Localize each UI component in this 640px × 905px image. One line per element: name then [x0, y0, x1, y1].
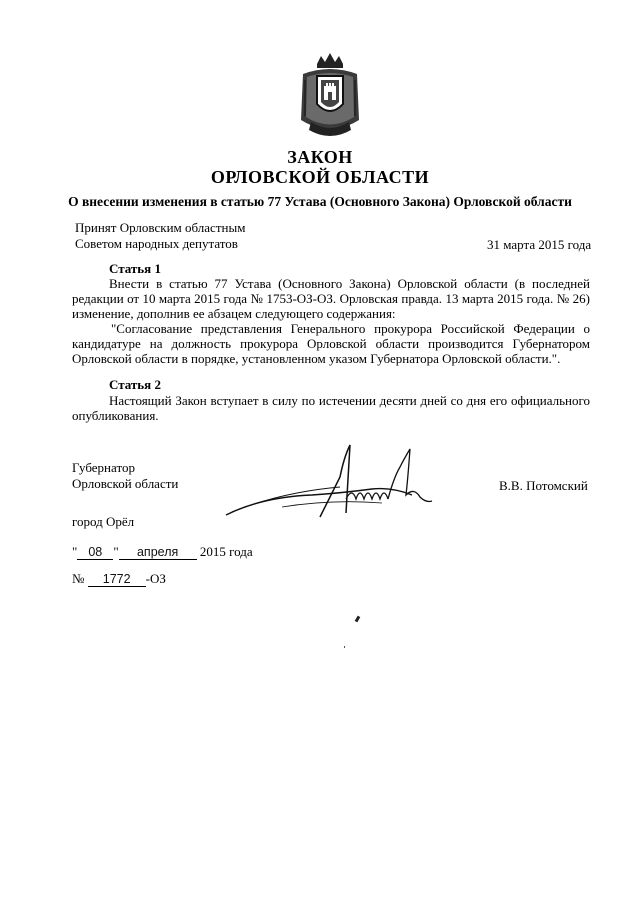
signatory-position-line2: Орловской области: [72, 476, 179, 491]
signatory-position-line1: Губернатор: [72, 460, 135, 475]
law-number-suffix: -ОЗ: [145, 571, 166, 586]
adoption-date: 31 марта 2015 года: [487, 237, 592, 252]
article-1-heading: Статья 1: [109, 261, 161, 276]
scan-speck: [344, 646, 345, 648]
issuer-title: ОРЛОВСКОЙ ОБЛАСТИ: [210, 167, 430, 187]
signing-day: 08: [77, 544, 113, 560]
quote-open: ": [72, 544, 78, 559]
adopted-by-line1: Принят Орловским областным: [75, 220, 246, 235]
article-2-text: Настоящий Закон вступает в силу по истечении десяти дней со дня его официального опубликования.: [72, 393, 590, 423]
article-2-heading: Статья 2: [109, 377, 161, 392]
number-sign: №: [72, 571, 85, 586]
law-number: [72, 571, 166, 587]
scan-speck: [355, 616, 361, 623]
document-type-title: ЗАКОН: [287, 147, 353, 167]
coat-of-arms-icon: [297, 50, 363, 142]
signing-month: апреля: [119, 544, 197, 560]
adopted-by-line2: Советом народных депутатов: [75, 236, 238, 251]
handwritten-signature-icon: [222, 437, 442, 527]
article-1-quote: "Согласование представления Генерального прокурора Российской Федерации о кандидатуре на должность прокурора Орловской области производится Губернатором Орловской области в порядке, установленном указом Губернатора Орловской области.".: [72, 321, 590, 366]
law-number-value: 1772: [88, 571, 146, 587]
signing-date: [72, 544, 253, 560]
city-of-signing: город Орёл: [72, 514, 135, 529]
signatory-name: В.В. Потомский: [499, 478, 588, 493]
signing-year: 2015 года: [199, 544, 253, 559]
law-subject-title: О внесении изменения в статью 77 Устава (Основного Закона) Орловской области: [68, 194, 572, 209]
quote-close: ": [113, 544, 119, 559]
article-1-text: Внести в статью 77 Устава (Основного Закона) Орловской области (в последней редакции от 10 марта 2015 года № 1753-ОЗ-ОЗ. Орловская правда. 13 марта 2015 года. № 26) изменение, дополнив ее абзацем следующего содержания:: [72, 276, 590, 321]
